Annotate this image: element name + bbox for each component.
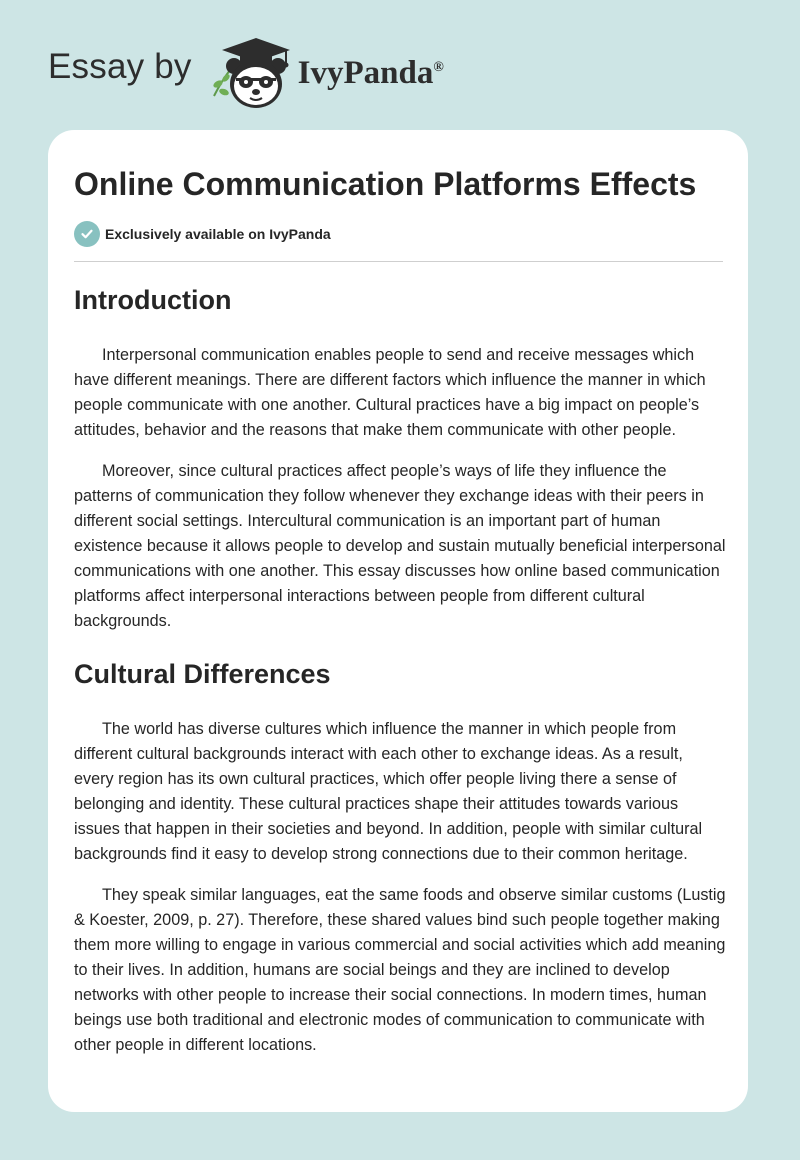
paragraph: Moreover, since cultural practices affect people’s ways of life they influence the patterns of communication they follow whenever they exchange ideas with their peers in different social settings. Intercultural communication is an important part of human existence because it allows people to develop and sustain mutually beneficial interpersonal communications with one another. This essay discusses how online based communication platforms affect interpersonal interactions between people from different cultural backgrounds. (74, 462, 726, 630)
brand-registered-mark: ® (433, 59, 444, 75)
brand-header (48, 34, 444, 110)
essay-card (48, 130, 748, 1112)
title-divider (74, 261, 723, 262)
brand-name-text: IvyPanda (297, 54, 434, 91)
section-heading-cultural-differences: Cultural Differences (74, 659, 331, 689)
check-circle-icon (74, 221, 100, 247)
paragraph: Interpersonal communication enables people to send and receive messages which have different meanings. There are different factors which influence the manner in which people communicate with one another. Cultural practices have a big impact on people’s attitudes, behavior and the reasons that make them communicate with other people. (74, 346, 706, 439)
brand-prefix: Essay by (48, 47, 192, 86)
paragraph: They speak similar languages, eat the same foods and observe similar customs (Lustig & Koester, 2009, p. 27). Therefore, these shared values bind such people together making them more willing to engage in various commercial and social activities which add meaning to their lives. In addition, humans are social beings and they are inclined to develop networks with other people to increase their social connections. In modern times, human beings use both traditional and electronic modes of communication to communicate with other people in different locations. (74, 886, 726, 1054)
section-heading-introduction: Introduction (74, 285, 232, 315)
essay-title: Online Communication Platforms Effects (74, 166, 697, 202)
paragraph: The world has diverse cultures which influence the manner in which people from different cultural backgrounds interact with each other to exchange ideas. As a result, every region has its own cultural practices, which offer people living there a sense of belonging and identity. These cultural practices shape their attitudes towards various issues that happen in their societies and beyond. In addition, people with similar cultural backgrounds find it easy to develop strong connections due to their common heritage. (74, 720, 703, 863)
exclusive-badge (74, 221, 331, 247)
brand-name[interactable] (298, 55, 444, 92)
exclusive-badge-text: Exclusively available on IvyPanda (105, 226, 331, 242)
panda-logo-icon[interactable] (206, 34, 296, 110)
essay-body (74, 282, 726, 1074)
